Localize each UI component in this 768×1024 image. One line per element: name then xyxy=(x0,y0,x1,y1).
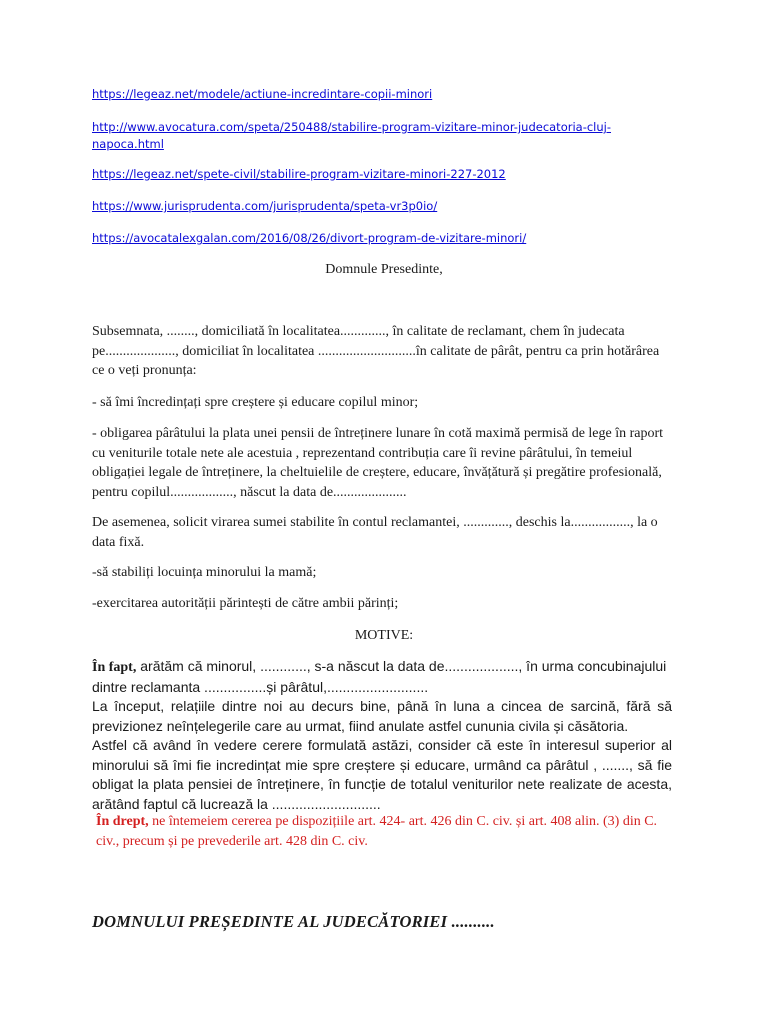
reference-link-2[interactable]: http://www.avocatura.com/speta/250488/stabilire-program-vizitare-minor-judecatoria-cluj-napoca.html xyxy=(92,120,611,151)
request-custody: - să îmi încredințați spre creștere și educare copilul minor; xyxy=(92,395,419,410)
reference-link-3[interactable]: https://legeaz.net/spete-civil/stabilire-program-vizitare-minori-227-2012 xyxy=(92,167,506,181)
request-parental-authority: -exercitarea autorității părintești de către ambii părinți; xyxy=(92,596,399,611)
request-alimony: - obligarea pârâtului la plata unei pensii de întreținere lunare în cotă maximă permisă de lege în raport cu veniturile totale nete ale acestuia , reprezentand contribuția care îi revine pârâtului, în temeiul obligației legale de întreținere, la cheltuielile de creștere, educare, învățătură și pregătire profesională, pentru copilul.................., născut la data de..................... xyxy=(92,426,664,500)
facts-label: În fapt, xyxy=(92,660,137,675)
request-transfer: De asemenea, solicit virarea sumei stabilite în contul reclamantei, ............., deschis la................., la o data fixă. xyxy=(92,515,658,550)
reference-link-1[interactable]: https://legeaz.net/modele/actiune-incredintare-copii-minori xyxy=(92,87,433,101)
court-address-title: DOMNULUI PREȘEDINTE AL JUDECĂTORIEI .......... xyxy=(92,912,495,931)
legal-basis-text: ne întemeiem cererea pe dispozițiile art. 424- art. 426 din C. civ. și art. 408 alin. (3) din C. civ., precum și pe prevederile art. 428 din C. civ. xyxy=(96,814,658,849)
reference-link-4[interactable]: https://www.jurisprudenta.com/jurisprudenta/speta-vr3p0io/ xyxy=(92,199,438,213)
reference-link-5[interactable]: https://avocatalexgalan.com/2016/08/26/divort-program-de-vizitare-minori/ xyxy=(92,231,527,245)
request-residence: -să stabiliți locuința minorului la mamă; xyxy=(92,565,317,580)
greeting: Domnule Presedinte, xyxy=(325,262,443,277)
legal-basis-section xyxy=(96,812,676,851)
motive-heading: MOTIVE: xyxy=(354,628,414,643)
facts-section xyxy=(92,657,672,814)
facts-line-3: Astfel că având în vedere cerere formulată astăzi, consider că este în interesul superior al minorului să îmi fie incredințat mie spre creștere și educare, urmând ca pârâtul , ......., să fie obligat la plata pensiei de întreținere, în funcție de totalul veniturilor nete realizate de acesta, arătând faptul că lucrează la ............................ xyxy=(92,737,672,812)
facts-line-1: arătăm că minorul, ............, s-a născut la data de..................., în urma concubinajului dintre reclamanta ................și pârâtul,.......................... xyxy=(92,658,667,695)
facts-line-2: La început, relațiile dintre noi au decurs bine, până în luna a cincea de sarcină, fără să previzionez neînțelegerile care au urmat, fiind anulate astfel cununia civila și căsătoria. xyxy=(92,698,672,734)
petition-intro: Subsemnata, ........, domiciliată în localitatea............., în calitate de reclamant, chem în judecata pe...................., domiciliat în localitatea ............................în calitate de pârât, pentru ca prin hotărârea ce o veți pronunța: xyxy=(92,324,660,378)
legal-basis-label: În drept, xyxy=(96,814,149,829)
facts-first-line xyxy=(92,657,672,697)
